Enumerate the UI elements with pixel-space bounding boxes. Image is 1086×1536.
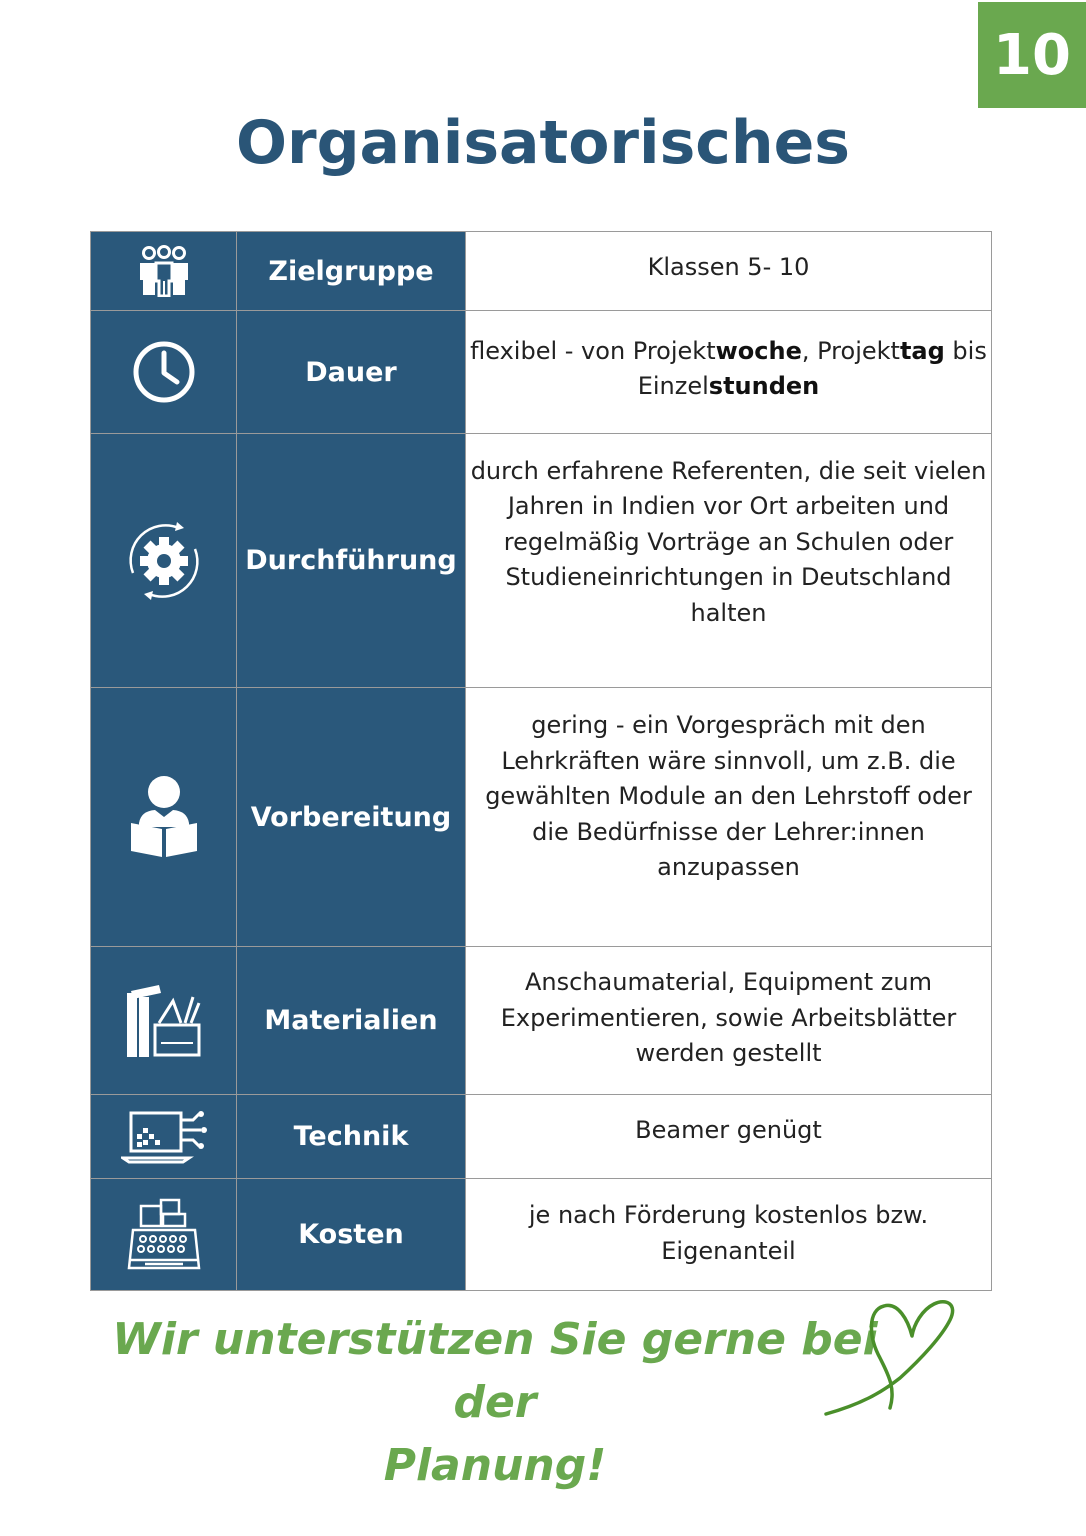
value-text: gering - ein Vorgespräch mit den Lehrkräften wäre sinnvoll, um z.B. die gewählten Module an den Lehrstoff oder die Bedürfnisse der Lehrer:innen anzupassen xyxy=(485,711,972,882)
value-bold-text: stunden xyxy=(708,372,820,400)
row-label: Materialien xyxy=(237,947,466,1095)
row-value xyxy=(466,947,992,1095)
organization-table xyxy=(90,231,992,1291)
icon-cell xyxy=(91,947,237,1095)
table-row xyxy=(91,947,992,1095)
icon-cell xyxy=(91,1095,237,1179)
table-row xyxy=(91,1095,992,1179)
table-row xyxy=(91,688,992,947)
value-text: Beamer genügt xyxy=(635,1115,822,1144)
icon-cell xyxy=(91,688,237,947)
icon-cell xyxy=(91,311,237,434)
value-text: , Projekt xyxy=(801,336,900,365)
row-label: Vorbereitung xyxy=(237,688,466,947)
value-bold-text: tag xyxy=(899,336,945,365)
icon-cell xyxy=(91,232,237,311)
gear-cycle-icon xyxy=(91,518,236,604)
value-text: bis Einzel xyxy=(637,336,987,400)
row-label: Durchführung xyxy=(237,434,466,688)
row-value xyxy=(466,311,992,434)
value-text: Klassen 5- 10 xyxy=(647,253,810,282)
heart-icon xyxy=(822,1296,962,1425)
row-label: Technik xyxy=(237,1095,466,1179)
icon-cell xyxy=(91,434,237,688)
row-value xyxy=(466,1095,992,1179)
books-stationery-icon xyxy=(91,983,236,1059)
table-row xyxy=(91,311,992,434)
row-value xyxy=(466,688,992,947)
row-value xyxy=(466,1179,992,1291)
footer-slogan xyxy=(90,1308,900,1497)
person-reading-icon xyxy=(91,775,236,859)
page-title: Organisatorisches xyxy=(236,108,850,178)
row-label: Dauer xyxy=(237,311,466,434)
people-group-icon xyxy=(91,245,236,297)
value-text: flexibel - von Projekt xyxy=(470,336,716,365)
table-row xyxy=(91,434,992,688)
icon-cell xyxy=(91,1179,237,1291)
cash-register-icon xyxy=(91,1198,236,1272)
value-bold-text: woche xyxy=(715,336,802,365)
page-number-badge: 10 xyxy=(978,2,1086,108)
footer-line-1: Wir unterstützen Sie gerne bei der xyxy=(112,1314,878,1428)
laptop-tech-icon xyxy=(91,1110,236,1164)
row-value xyxy=(466,232,992,311)
footer-line-2: Planung! xyxy=(383,1440,607,1491)
table-row xyxy=(91,1179,992,1291)
table-row xyxy=(91,232,992,311)
value-text: Anschaumaterial, Equipment zum Experimentieren, sowie Arbeitsblätter werden gestellt xyxy=(500,968,957,1068)
clock-icon xyxy=(91,339,236,405)
row-label: Zielgruppe xyxy=(237,232,466,311)
value-text: je nach Förderung kostenlos bzw. Eigenanteil xyxy=(528,1201,929,1265)
row-value xyxy=(466,434,992,688)
value-text: durch erfahrene Referenten, die seit vielen Jahren in Indien vor Ort arbeiten und regelmäßig Vorträge an Schulen oder Studieneinrichtungen in Deutschland halten xyxy=(470,456,987,627)
row-label: Kosten xyxy=(237,1179,466,1291)
